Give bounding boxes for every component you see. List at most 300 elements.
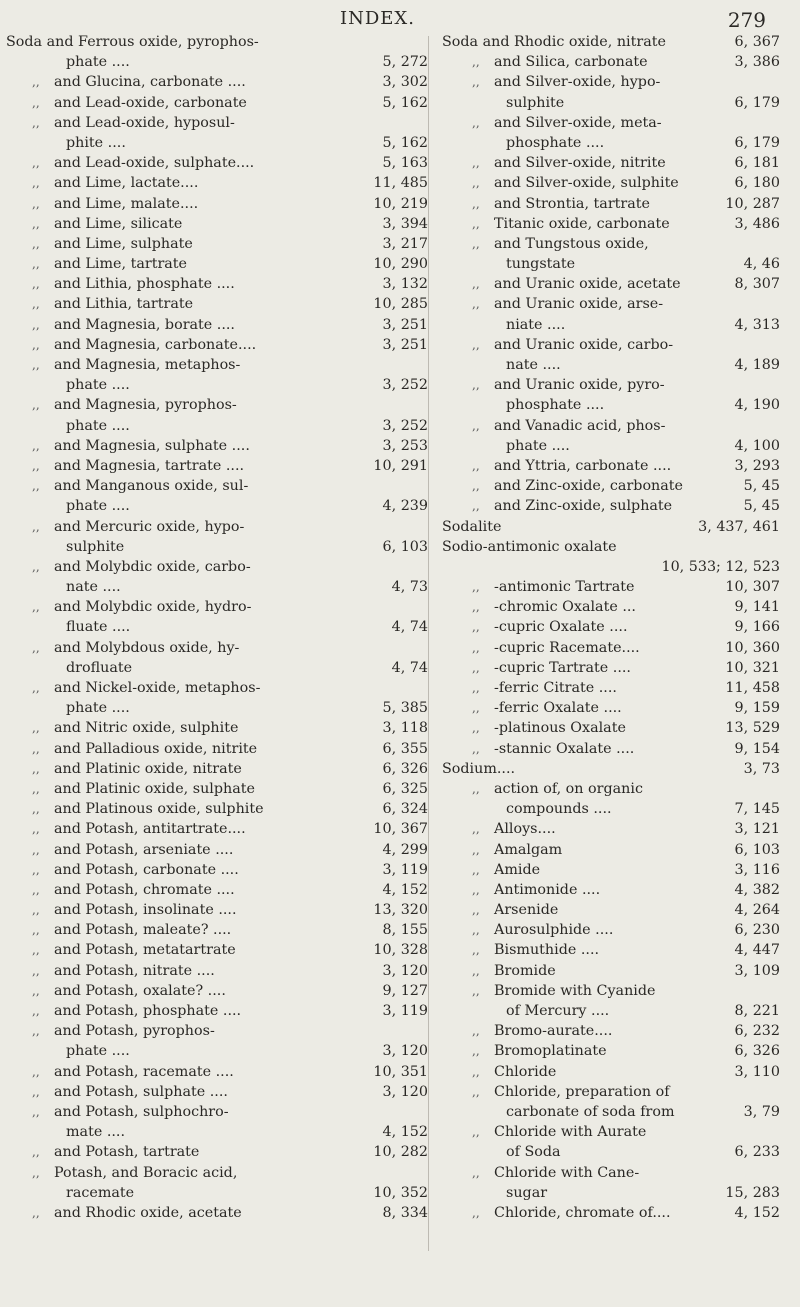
index-entry [432,577,800,597]
index-entry [432,395,800,415]
entry-text: Chloride with Aurate [494,1124,647,1141]
entry-text: Alloys.... [494,821,556,838]
entry-text: and Magnesia, tartrate .... [54,457,245,474]
page-number: 279 [727,8,766,32]
entry-text: and Palladious oxide, nitrite [54,740,258,757]
ditto-mark: ,, [32,1064,40,1079]
index-entry [0,577,428,597]
entry-text: -chromic Oxalate ... [494,599,636,616]
entry-text: and Potash, insolinate .... [54,902,237,919]
page-reference: 5, 272 [382,54,428,71]
page-reference: 6, 325 [382,780,428,797]
page-reference: 8, 155 [382,922,428,939]
index-entry [0,860,428,880]
index-entry [0,840,428,860]
ditto-mark: ,, [472,1125,480,1140]
page-reference: 8, 307 [734,276,780,293]
index-entry [0,1183,428,1203]
entry-text: and Potash, tartrate [54,1144,200,1161]
ditto-mark: ,, [32,115,40,130]
index-entry [0,1122,428,1142]
entry-text: and Lead-oxide, sulphate.... [54,155,255,172]
index-entry [432,981,800,1001]
ditto-mark: ,, [472,882,480,897]
index-entry [432,274,800,294]
index-entry [432,456,800,476]
ditto-mark: ,, [32,236,40,251]
index-entry [432,880,800,900]
index-entry [0,1163,428,1183]
index-entry [432,173,800,193]
page-reference: 3, 217 [382,235,428,252]
index-entry [0,133,428,153]
index-entry [0,981,428,1001]
ditto-mark: ,, [32,721,40,736]
entry-text: and Lime, lactate.... [54,175,199,192]
index-entry [432,961,800,981]
page-reference: 10, 352 [373,1184,428,1201]
index-entry [432,739,800,759]
page-reference: 3, 251 [382,316,428,333]
entry-text: and Potash, metatartrate [54,942,236,959]
page-reference: 3, 293 [734,457,780,474]
index-entry [432,779,800,799]
entry-text: and Magnesia, carbonate.... [54,336,257,353]
index-entry [432,638,800,658]
page-reference: 10, 328 [373,942,428,959]
index-entry [0,32,428,52]
entry-text: phate .... [66,1043,130,1060]
entry-text: Antimonide .... [494,881,601,898]
index-entry [0,698,428,718]
ditto-mark: ,, [472,115,480,130]
index-entry [0,900,428,920]
entry-text: nate .... [506,357,561,373]
page-reference: 6, 355 [382,740,428,757]
ditto-mark: ,, [472,1165,480,1180]
entry-text: Soda and Ferrous oxide, pyrophos- [6,34,259,50]
entry-text: phate .... [66,417,130,434]
entry-text: and Glucina, carbonate .... [54,74,246,91]
page-reference: 6, 180 [734,175,780,192]
entry-text: and Potash, sulphochro- [54,1103,229,1120]
entry-text: and Uranic oxide, carbo- [494,336,674,353]
entry-text: and Zinc-oxide, sulphate [494,498,673,515]
index-entry [0,153,428,173]
entry-text: -cupric Racemate.... [494,639,640,656]
index-entry [432,840,800,860]
index-entry [0,234,428,254]
entry-text: and Silica, carbonate [494,54,648,71]
index-entry [432,860,800,880]
entry-text: -cupric Tartrate .... [494,659,631,676]
index-entry [0,779,428,799]
page-reference: 9, 141 [734,599,780,616]
index-entry [432,678,800,698]
page-reference: 5, 163 [382,155,428,172]
ditto-mark: ,, [32,1145,40,1160]
ditto-mark: ,, [472,862,480,877]
page-reference: 4, 46 [743,256,780,273]
page-reference: 4, 313 [734,316,780,333]
index-entry [0,113,428,133]
entry-text: and Nickel-oxide, metaphos- [54,680,261,696]
ditto-mark: ,, [32,559,40,574]
ditto-mark: ,, [32,358,40,372]
index-entry [432,335,800,355]
entry-text: Chloride, preparation of [494,1083,670,1100]
ditto-mark: ,, [32,176,40,191]
index-entry [0,93,428,113]
index-entry [0,416,428,436]
index-entry [432,1082,800,1102]
entry-text: Chloride, chromate of.... [494,1204,671,1221]
entry-text: Bismuthide .... [494,942,600,959]
page-reference: 4, 100 [734,437,780,454]
ditto-mark: ,, [32,781,40,796]
index-entry [0,214,428,234]
ditto-mark: ,, [32,156,40,171]
entry-text: and Silver-oxide, meta- [494,114,662,131]
entry-text: mate .... [66,1124,126,1141]
index-entry [0,1102,428,1122]
page-reference: 3, 437, 461 [698,518,780,535]
ditto-mark: ,, [472,1205,480,1220]
entry-text: and Potash, nitrate .... [54,962,215,979]
page-reference: 3, 252 [382,377,428,394]
ditto-mark: ,, [32,983,40,998]
entry-text: -platinous Oxalate [494,720,626,737]
ditto-mark: ,, [32,640,40,655]
page-reference: 3, 252 [382,417,428,434]
ditto-mark: ,, [32,741,40,756]
page-reference: 5, 45 [743,478,780,495]
page-reference: 6, 181 [734,155,780,172]
ditto-mark: ,, [32,398,40,413]
ditto-mark: ,, [472,55,480,70]
index-entry [432,1142,800,1162]
entry-text: Bromoplatinate [494,1043,607,1060]
index-entry [432,1203,800,1223]
page-title: INDEX. [340,8,415,29]
index-entry [0,557,428,577]
ditto-mark: ,, [472,741,480,756]
index-entry [432,900,800,920]
page-reference: 9, 166 [734,619,780,636]
ditto-mark: ,, [472,822,480,837]
ditto-mark: ,, [472,580,480,595]
index-entry [432,819,800,839]
entry-text: sulphite [66,538,125,555]
index-entry [432,194,800,214]
page-reference: 3, 73 [743,760,780,777]
ditto-mark: ,, [472,458,480,473]
page-header [0,8,800,34]
entry-text: and Silver-oxide, hypo- [494,74,661,91]
entry-text: phate .... [66,377,130,394]
page-reference: 4, 152 [734,1204,780,1221]
entry-text: phate .... [66,498,130,515]
entry-text: and Lime, sulphate [54,235,193,252]
index-entry [432,718,800,738]
ditto-mark: ,, [472,196,480,211]
ditto-mark: ,, [32,277,40,292]
page-reference: 4, 382 [734,881,780,898]
index-entry [432,920,800,940]
entry-text: fluate .... [66,619,131,636]
entry-text: and Potash, antitartrate.... [54,821,246,838]
page-reference: 4, 299 [382,841,428,858]
index-entry [432,1041,800,1061]
index-entry [0,72,428,92]
entry-text: and Uranic oxide, arse- [494,296,664,313]
entry-text: drofluate [66,659,133,676]
page-reference: 4, 73 [391,579,428,596]
index-entry [0,517,428,537]
entry-text: and Potash, chromate .... [54,881,235,898]
index-entry [0,335,428,355]
ditto-mark: ,, [32,600,40,615]
entry-text: of Soda [506,1144,561,1161]
page-reference: 10, 307 [725,579,780,596]
entry-text: and Uranic oxide, pyro- [494,377,665,394]
page-reference: 13, 320 [373,902,428,919]
entry-text: action of, on organic [494,780,643,797]
page-reference: 3, 394 [382,215,428,232]
entry-text: and Magnesia, sulphate .... [54,437,250,454]
ditto-mark: ,, [32,216,40,231]
entry-text: Amide [494,861,541,878]
entry-text: Chloride with Cane- [494,1164,640,1181]
ditto-mark: ,, [472,963,480,978]
entry-text: -ferric Oxalate .... [494,700,622,717]
ditto-mark: ,, [472,620,480,635]
ditto-mark: ,, [472,277,480,292]
entry-text: and Lithia, tartrate [54,296,194,313]
column-divider [428,36,429,1251]
page-reference: 11, 485 [373,175,428,192]
page-reference: 3, 302 [382,74,428,91]
ditto-mark: ,, [32,1205,40,1220]
index-entry [432,72,800,92]
entry-text: and Uranic oxide, acetate [494,276,681,293]
ditto-mark: ,, [472,236,480,251]
ditto-mark: ,, [472,499,480,514]
index-entry [432,1062,800,1082]
index-entry [432,557,800,577]
entry-text: and Potash, sulphate .... [54,1083,228,1100]
entry-text: and Potash, racemate .... [54,1063,234,1080]
ditto-mark: ,, [472,600,480,615]
entry-text: and Vanadic acid, phos- [494,417,666,434]
index-entry [0,597,428,617]
ditto-mark: ,, [32,95,40,110]
entry-text: and Tungstous oxide, [494,235,649,252]
entry-text: racemate [66,1184,135,1201]
index-entry [432,799,800,819]
index-entry [0,375,428,395]
index-entry [0,1062,428,1082]
entry-text: Bromide [494,962,556,979]
page-reference: 3, 120 [382,962,428,979]
page-reference: 10, 360 [725,639,780,656]
entry-text: Chloride [494,1063,557,1080]
ditto-mark: ,, [472,701,480,716]
page-reference: 10, 285 [373,296,428,313]
index-entry [0,254,428,274]
page-reference: 4, 152 [382,881,428,898]
index-entry [432,375,800,395]
index-entry [432,254,800,274]
entry-text: and Mercuric oxide, hypo- [54,518,245,535]
ditto-mark: ,, [472,479,480,494]
entry-text: Bromide with Cyanide [494,982,656,999]
ditto-mark: ,, [472,156,480,171]
entry-text: and Lime, malate.... [54,195,199,212]
entry-text: and Molybdic oxide, carbo- [54,558,251,575]
entry-text: and Silver-oxide, nitrite [494,155,666,172]
index-entry [432,940,800,960]
page-reference: 4, 152 [382,1124,428,1141]
index-entry [432,1163,800,1183]
page-reference: 3, 486 [734,215,780,232]
ditto-mark: ,, [472,781,480,796]
ditto-mark: ,, [472,337,480,352]
index-entry [0,1142,428,1162]
entry-text: and Potash, carbonate .... [54,861,239,878]
index-entry [0,678,428,698]
ditto-mark: ,, [32,862,40,877]
page-reference: 10, 321 [725,659,780,676]
index-entry [432,517,800,537]
index-entry [0,617,428,637]
page-reference: 5, 162 [382,94,428,111]
index-entry [432,597,800,617]
page-reference: 3, 386 [734,54,780,71]
page-reference: 4, 447 [734,942,780,959]
page-reference: 3, 121 [734,821,780,838]
page-reference: 6, 230 [734,922,780,939]
page-reference: 3, 119 [382,861,428,878]
page-reference: 4, 189 [734,357,780,373]
entry-text: and Magnesia, metaphos- [54,357,241,373]
ditto-mark: ,, [32,257,40,272]
ditto-mark: ,, [472,1084,480,1099]
index-entry [0,880,428,900]
ditto-mark: ,, [32,479,40,494]
index-entry [0,1203,428,1223]
index-entry [0,436,428,456]
entry-text: phate .... [66,700,130,717]
index-entry [0,1021,428,1041]
entry-text: phate .... [66,54,130,71]
page-reference: 5, 45 [743,498,780,515]
index-entry [432,32,800,52]
page-reference: 4, 190 [734,397,780,414]
page-reference: 4, 239 [382,498,428,515]
ditto-mark: ,, [472,1044,480,1059]
index-entry [432,658,800,678]
ditto-mark: ,, [472,983,480,998]
ditto-mark: ,, [472,681,480,695]
entry-text: Aurosulphide .... [494,922,614,939]
index-entry [432,133,800,153]
index-entry [0,274,428,294]
index-entry [0,173,428,193]
page-reference: 6, 326 [734,1043,780,1060]
ditto-mark: ,, [472,418,480,433]
page-reference: 6, 103 [734,841,780,858]
entry-text: Amalgam [494,841,563,858]
ditto-mark: ,, [32,822,40,837]
index-entry [432,436,800,456]
page-reference: 13, 529 [725,720,780,737]
index-entry [432,294,800,314]
index-entry [432,1183,800,1203]
ditto-mark: ,, [32,882,40,897]
entry-text: and Lime, tartrate [54,256,188,273]
entry-text: phosphate .... [506,397,605,414]
ditto-mark: ,, [32,458,40,473]
ditto-mark: ,, [32,1104,40,1119]
page-reference: 3, 132 [382,276,428,293]
index-entry [432,1102,800,1122]
entry-text: Sodio-antimonic oxalate [442,538,617,555]
page-reference: 4, 74 [391,619,428,636]
entry-text: and Potash, pyrophos- [54,1023,215,1040]
ditto-mark: ,, [32,761,40,776]
index-entry [0,920,428,940]
index-entry [0,496,428,516]
ditto-mark: ,, [472,1024,480,1039]
page-reference: 8, 334 [382,1204,428,1221]
entry-text: phite .... [66,134,126,151]
page-reference: 6, 179 [734,94,780,111]
entry-text: and Rhodic oxide, acetate [54,1204,242,1221]
index-entry [0,759,428,779]
page-reference: 10, 351 [373,1063,428,1080]
entry-text: nate .... [66,579,121,596]
ditto-mark: ,, [32,1004,40,1018]
ditto-mark: ,, [32,1024,40,1039]
entry-text: -ferric Citrate .... [494,680,617,696]
entry-text: and Strontia, tartrate [494,195,650,212]
right-index-column [432,32,800,1223]
index-entry [0,52,428,72]
ditto-mark: ,, [472,176,480,191]
index-entry [432,496,800,516]
page-reference: 10, 282 [373,1144,428,1161]
entry-text: and Potash, oxalate? .... [54,982,226,999]
ditto-mark: ,, [32,337,40,352]
page-reference: 4, 74 [391,659,428,676]
page-reference: 3, 120 [382,1083,428,1100]
page-reference: 6, 367 [734,34,780,50]
ditto-mark: ,, [32,842,40,857]
page-reference: 3, 110 [734,1063,780,1080]
entry-text: Potash, and Boracic acid, [54,1164,238,1181]
index-entry [432,52,800,72]
index-entry [0,294,428,314]
entry-text: and Potash, maleate? .... [54,922,232,939]
index-entry [0,476,428,496]
ditto-mark: ,, [32,681,40,695]
entry-text: Arsenide [494,902,559,919]
entry-text: and Lithia, phosphate .... [54,276,235,293]
page-reference: 6, 324 [382,801,428,818]
index-entry [0,315,428,335]
entry-text: and Molybdous oxide, hy- [54,639,240,656]
